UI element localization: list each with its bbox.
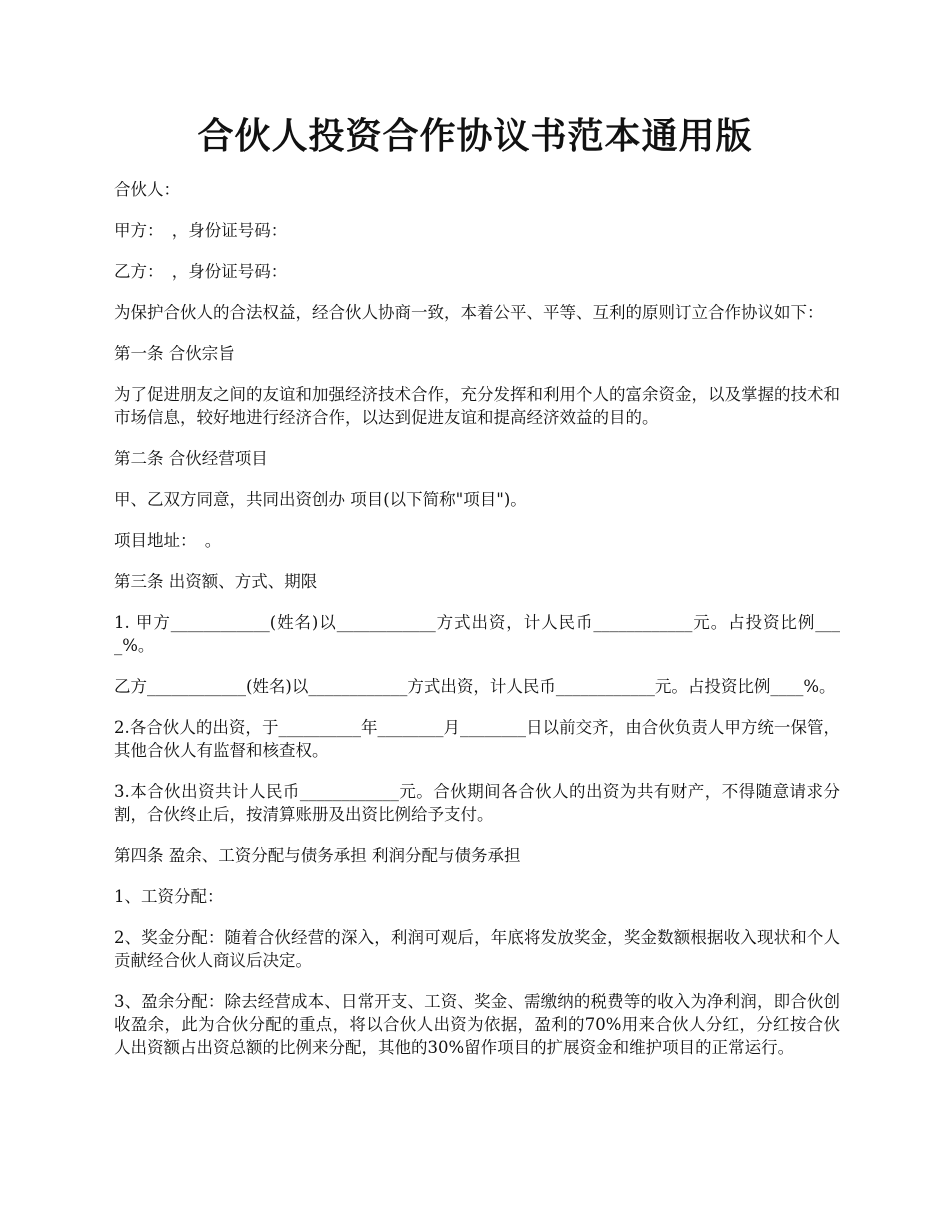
article-3-item-1a: 1. 甲方____________(姓名)以____________方式出资，计人民币____________元。占投资比例____%。 (114, 613, 840, 655)
article-3-heading: 第三条 出资额、方式、期限 (114, 572, 318, 591)
article-4-item-1: 1、工资分配： (114, 887, 224, 906)
document-title: 合伙人投资合作协议书范本通用版 (197, 115, 753, 157)
paragraph-preamble: 为保护合伙人的合法权益，经合伙人协商一致，本着公平、平等、互利的原则订立合作协议如下： (114, 303, 824, 322)
article-2-heading: 第二条 合伙经营项目 (114, 449, 268, 468)
article-3-item-1b: 乙方____________(姓名)以____________方式出资，计人民币____________元。占投资比例____%。 (114, 677, 836, 696)
article-1-heading: 第一条 合伙宗旨 (114, 344, 235, 363)
article-2-text: 甲、乙双方同意，共同出资创办 项目(以下简称"项目")。 (114, 490, 527, 509)
document-body (114, 178, 840, 1077)
paragraph-party-a: 甲方： ，身份证号码： (114, 221, 288, 240)
article-3-item-3: 3.本合伙出资共计人民币____________元。合伙期间各合伙人的出资为共有财产，不得随意请求分割，合伙终止后，按清算账册及出资比例给予支付。 (114, 782, 840, 824)
article-1-text: 为了促进朋友之间的友谊和加强经济技术合作，充分发挥和利用个人的富余资金，以及掌握的技术和市场信息，较好地进行经济合作，以达到促进友谊和提高经济效益的目的。 (114, 385, 840, 427)
article-4-item-3: 3、盈余分配：除去经营成本、日常开支、工资、奖金、需缴纳的税费等的收入为净利润，即合伙创收盈余，此为合伙分配的重点，将以合伙人出资为依据，盈利的70%用来合伙人分红，分红按合伙人出资额占出资总额的比例来分配，其他的30%留作项目的扩展资金和维护项目的正常运行。 (114, 992, 840, 1057)
article-3-item-2: 2.各合伙人的出资，于__________年________月________日以前交齐，由合伙负责人甲方统一保管，其他合伙人有监督和核查权。 (114, 718, 840, 760)
article-4-heading: 第四条 盈余、工资分配与债务承担 利润分配与债务承担 (114, 846, 521, 865)
article-4-item-2: 2、奖金分配：随着合伙经营的深入，利润可观后，年底将发放奖金，奖金数额根据收入现状和个人贡献经合伙人商议后决定。 (114, 928, 840, 970)
project-address: 项目地址： 。 (114, 531, 222, 550)
paragraph-partners: 合伙人： (114, 180, 180, 199)
paragraph-party-b: 乙方： ，身份证号码： (114, 262, 288, 281)
